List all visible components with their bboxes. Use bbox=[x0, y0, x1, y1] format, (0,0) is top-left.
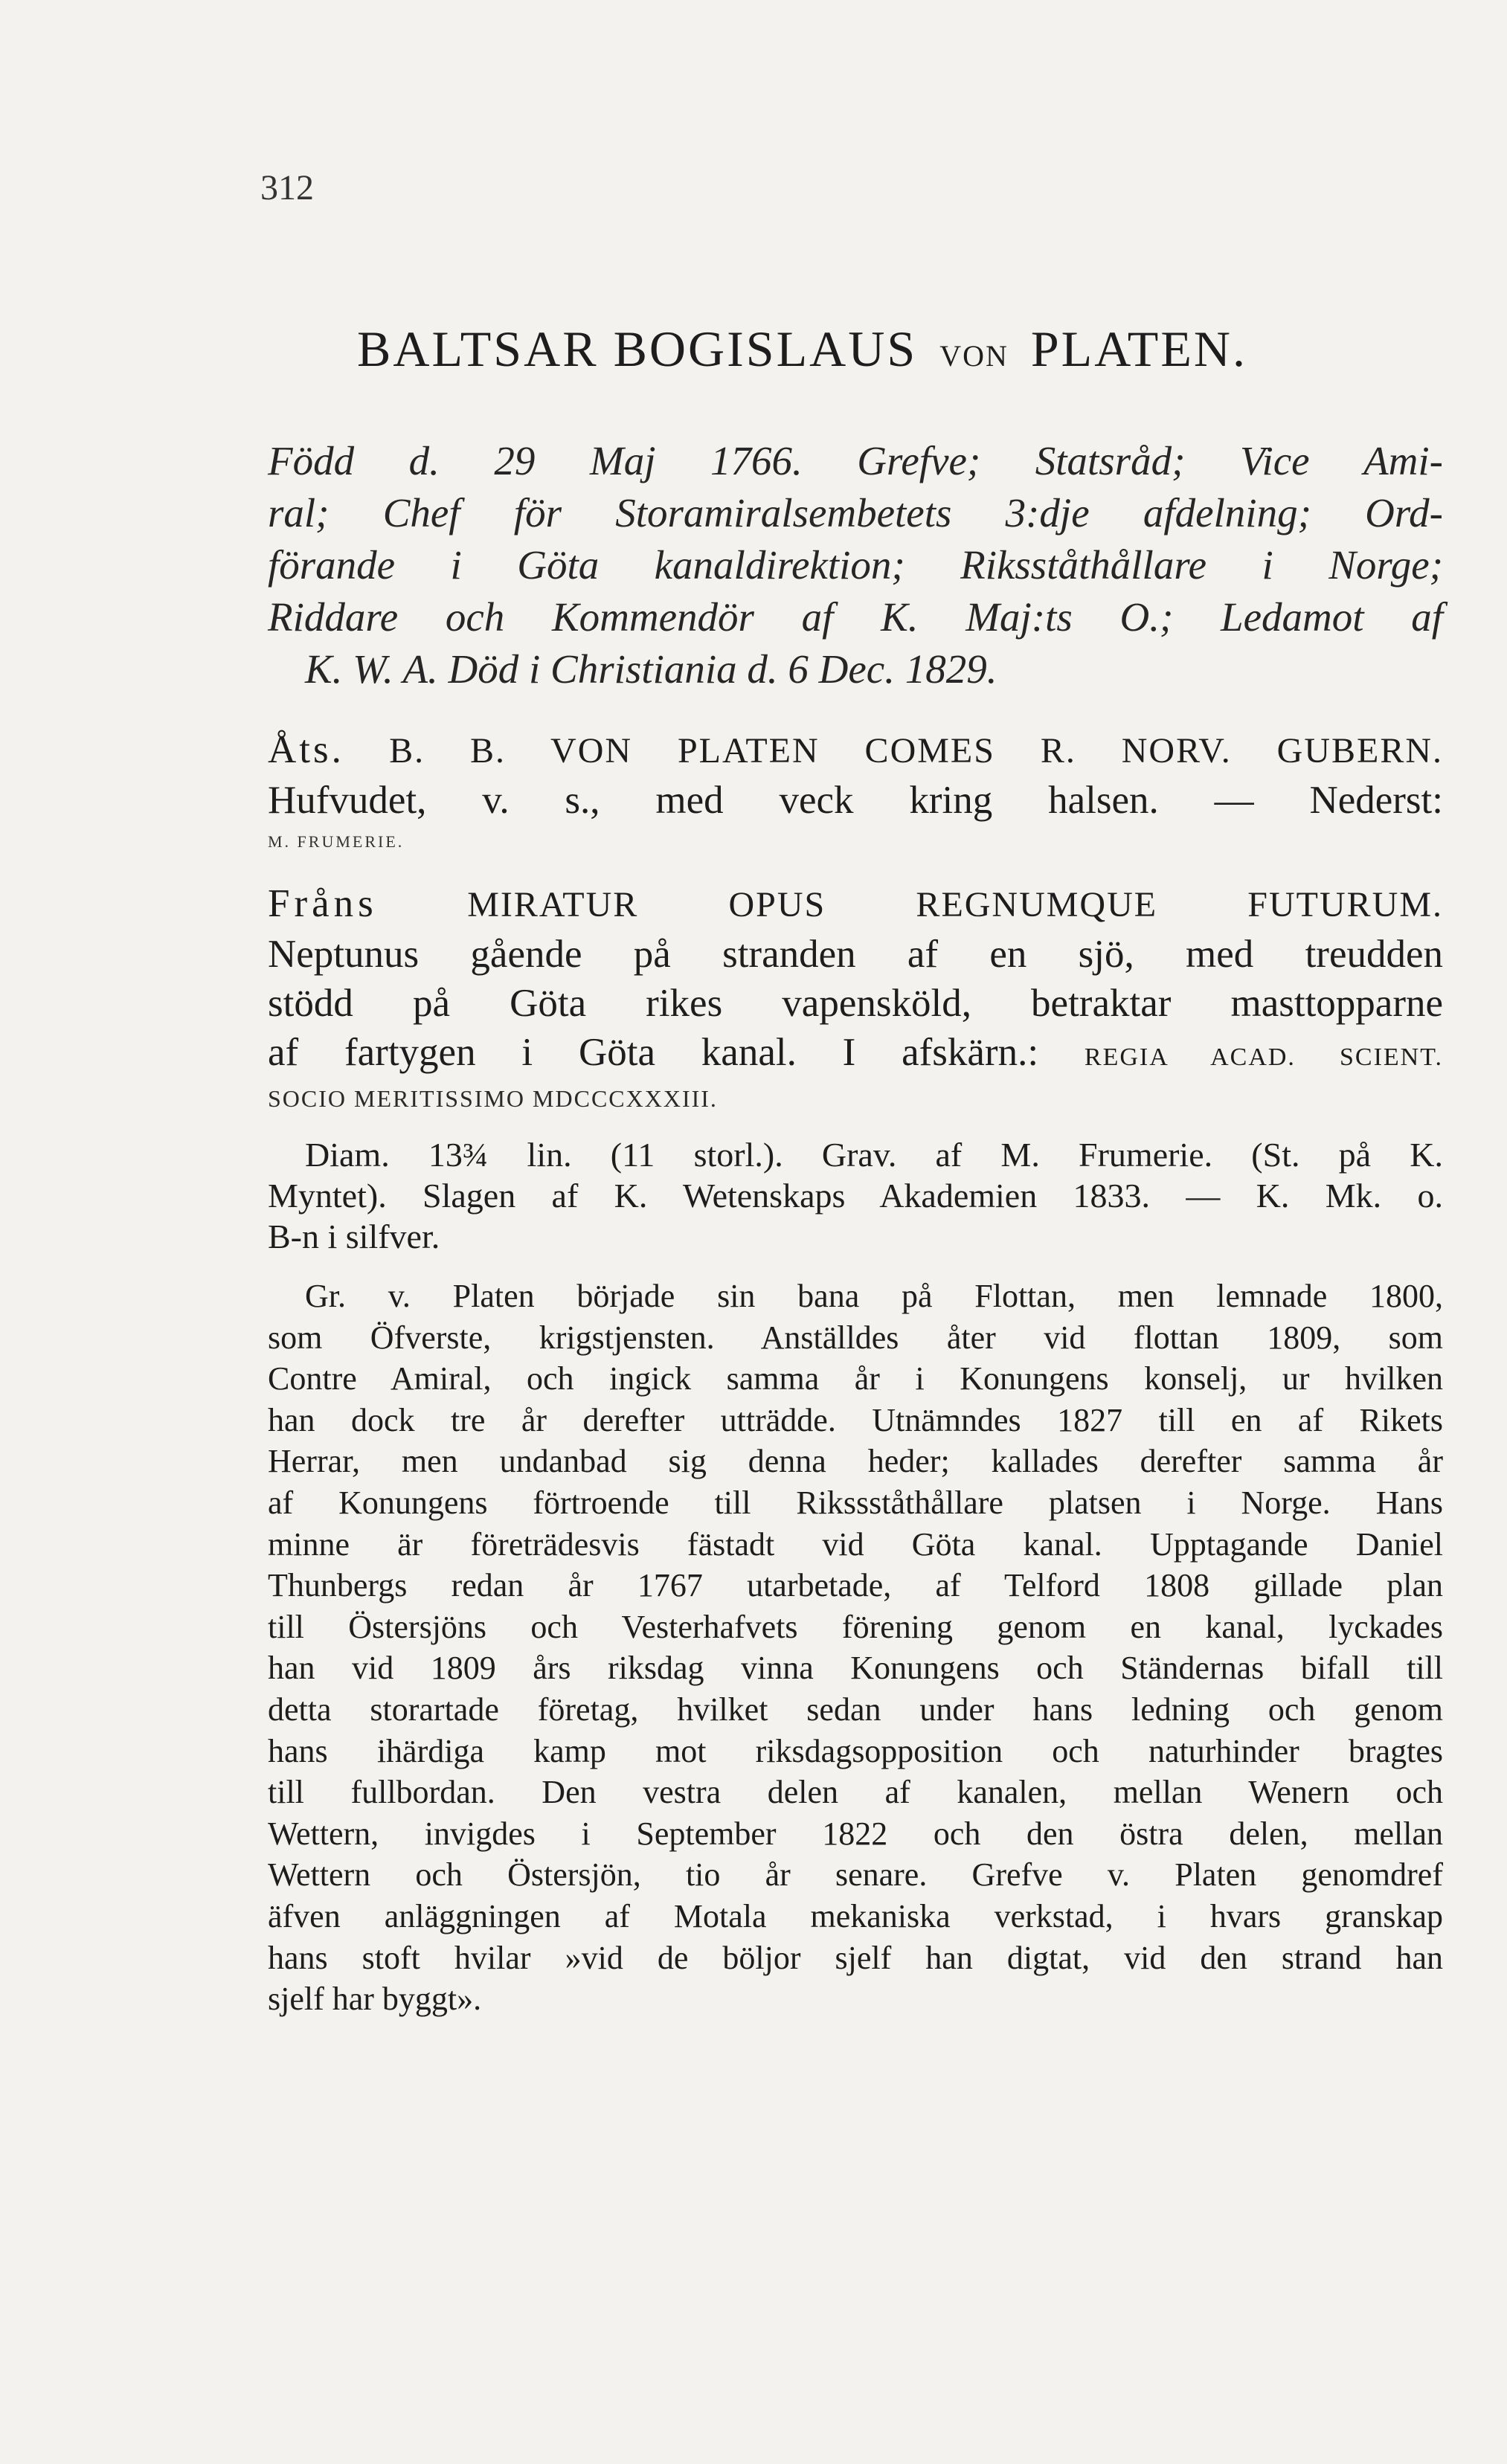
biographical-summary bbox=[268, 435, 1443, 695]
exergue-legend-cont: SOCIO MERITISSIMO MDCCCXXXIII. bbox=[268, 1085, 718, 1112]
bio-line: till Östersjöns och Vesterhafvets förening genom en kanal, lyckades bbox=[268, 1608, 1443, 1645]
bio-line: minne är företrädesvis fästadt vid Göta kanal. Upptagande Daniel bbox=[268, 1525, 1443, 1563]
bio-line: Gr. v. Platen började sin bana på Flottan, men lemnade 1800, bbox=[305, 1278, 1443, 1314]
reverse-line-last bbox=[268, 1028, 1443, 1082]
intro-line: ral; Chef för Storamiralsembetets 3:dje afdelning; Ord- bbox=[268, 490, 1443, 535]
reverse-legend: MIRATUR OPUS REGNUMQUE FUTURUM. bbox=[467, 885, 1443, 924]
exergue-legend: REGIA ACAD. SCIENT. bbox=[1084, 1043, 1443, 1071]
bio-line: Herrar, men undanbad sig denna heder; kallades derefter samma år bbox=[268, 1443, 1443, 1480]
intro-line: K. W. A. Död i Christiania d. 6 Dec. 1829. bbox=[305, 646, 997, 692]
reverse-label: Fråns bbox=[268, 882, 378, 925]
obverse-line-2: Hufvudet, v. s., med veck kring halsen. — Nederst: bbox=[268, 779, 1443, 822]
bio-line: han vid 1809 års riksdag vinna Konungens och Ständernas bifall till bbox=[268, 1650, 1443, 1687]
title-name: BALTSAR BOGISLAUS bbox=[357, 321, 918, 377]
spec-line: Diam. 13¾ lin. (11 storl.). Grav. af M. Frumerie. (St. på K. bbox=[305, 1136, 1443, 1174]
bio-line: hans ihärdiga kamp mot riksdagsopposition och naturhinder bragtes bbox=[268, 1732, 1443, 1769]
intro-line: Riddare och Kommendör af K. Maj:ts O.; Ledamot af bbox=[268, 594, 1443, 640]
bio-line: Wettern, invigdes i September 1822 och den östra delen, mellan bbox=[268, 1815, 1443, 1852]
medal-specifications bbox=[268, 1134, 1443, 1257]
page-number: 312 bbox=[260, 168, 314, 208]
bio-line: Contre Amiral, och ingick samma år i Konungens konselj, ur hvilken bbox=[268, 1360, 1443, 1397]
reverse-description bbox=[268, 879, 1443, 1115]
bio-line: sjelf har byggt». bbox=[268, 1981, 482, 2018]
bio-line: Thunbergs redan år 1767 utarbetade, af Telford 1808 gillade plan bbox=[268, 1567, 1443, 1604]
obverse-label: Åts. bbox=[268, 728, 344, 771]
bio-line: som Öfverste, krigstjensten. Anställdes åter vid flottan 1809, som bbox=[268, 1319, 1443, 1356]
bio-line: detta storartade företag, hvilket sedan under hans ledning och genom bbox=[268, 1691, 1443, 1728]
reverse-line-1 bbox=[268, 879, 1443, 930]
bio-line: hans stoft hvilar »vid de böljor sjelf han digtat, vid den strand han bbox=[268, 1939, 1443, 1976]
title-von: VON bbox=[939, 339, 1009, 373]
reverse-line: Neptunus gående på stranden af en sjö, med treudden bbox=[268, 933, 1443, 976]
biography-text bbox=[268, 1276, 1443, 2020]
title-surname: PLATEN. bbox=[1030, 321, 1247, 377]
bio-line: af Konungens förtroende till Rikssståthållare platsen i Norge. Hans bbox=[268, 1484, 1443, 1521]
bio-line: han dock tre år derefter utträdde. Utnämndes 1827 till en af Rikets bbox=[268, 1401, 1443, 1438]
engraver-signature: M. FRUMERIE. bbox=[268, 832, 405, 851]
obverse-legend: B. B. VON PLATEN COMES R. NORV. GUBERN. bbox=[389, 731, 1444, 771]
spec-line: Myntet). Slagen af K. Wetenskaps Akademien 1833. — K. Mk. o. bbox=[268, 1177, 1443, 1215]
obverse-description bbox=[268, 725, 1443, 852]
bio-line: Wettern och Östersjön, tio år senare. Grefve v. Platen genomdref bbox=[268, 1856, 1443, 1894]
intro-line: Född d. 29 Maj 1766. Grefve; Statsråd; Vice Ami- bbox=[268, 438, 1443, 483]
intro-line: förande i Göta kanaldirektion; Riksståthållare i Norge; bbox=[268, 542, 1443, 588]
reverse-line-text: af fartygen i Göta kanal. I afskärn.: bbox=[268, 1031, 1039, 1074]
page-title bbox=[357, 320, 1247, 379]
bio-line: till fullbordan. Den vestra delen af kanalen, mellan Wenern och bbox=[268, 1774, 1443, 1811]
obverse-line-1 bbox=[268, 725, 1443, 776]
spec-line: B-n i silfver. bbox=[268, 1217, 440, 1255]
bio-line: äfven anläggningen af Motala mekaniska verkstad, i hvars granskap bbox=[268, 1897, 1443, 1934]
reverse-line: stödd på Göta rikes vapensköld, betraktar masttopparne bbox=[268, 982, 1443, 1025]
